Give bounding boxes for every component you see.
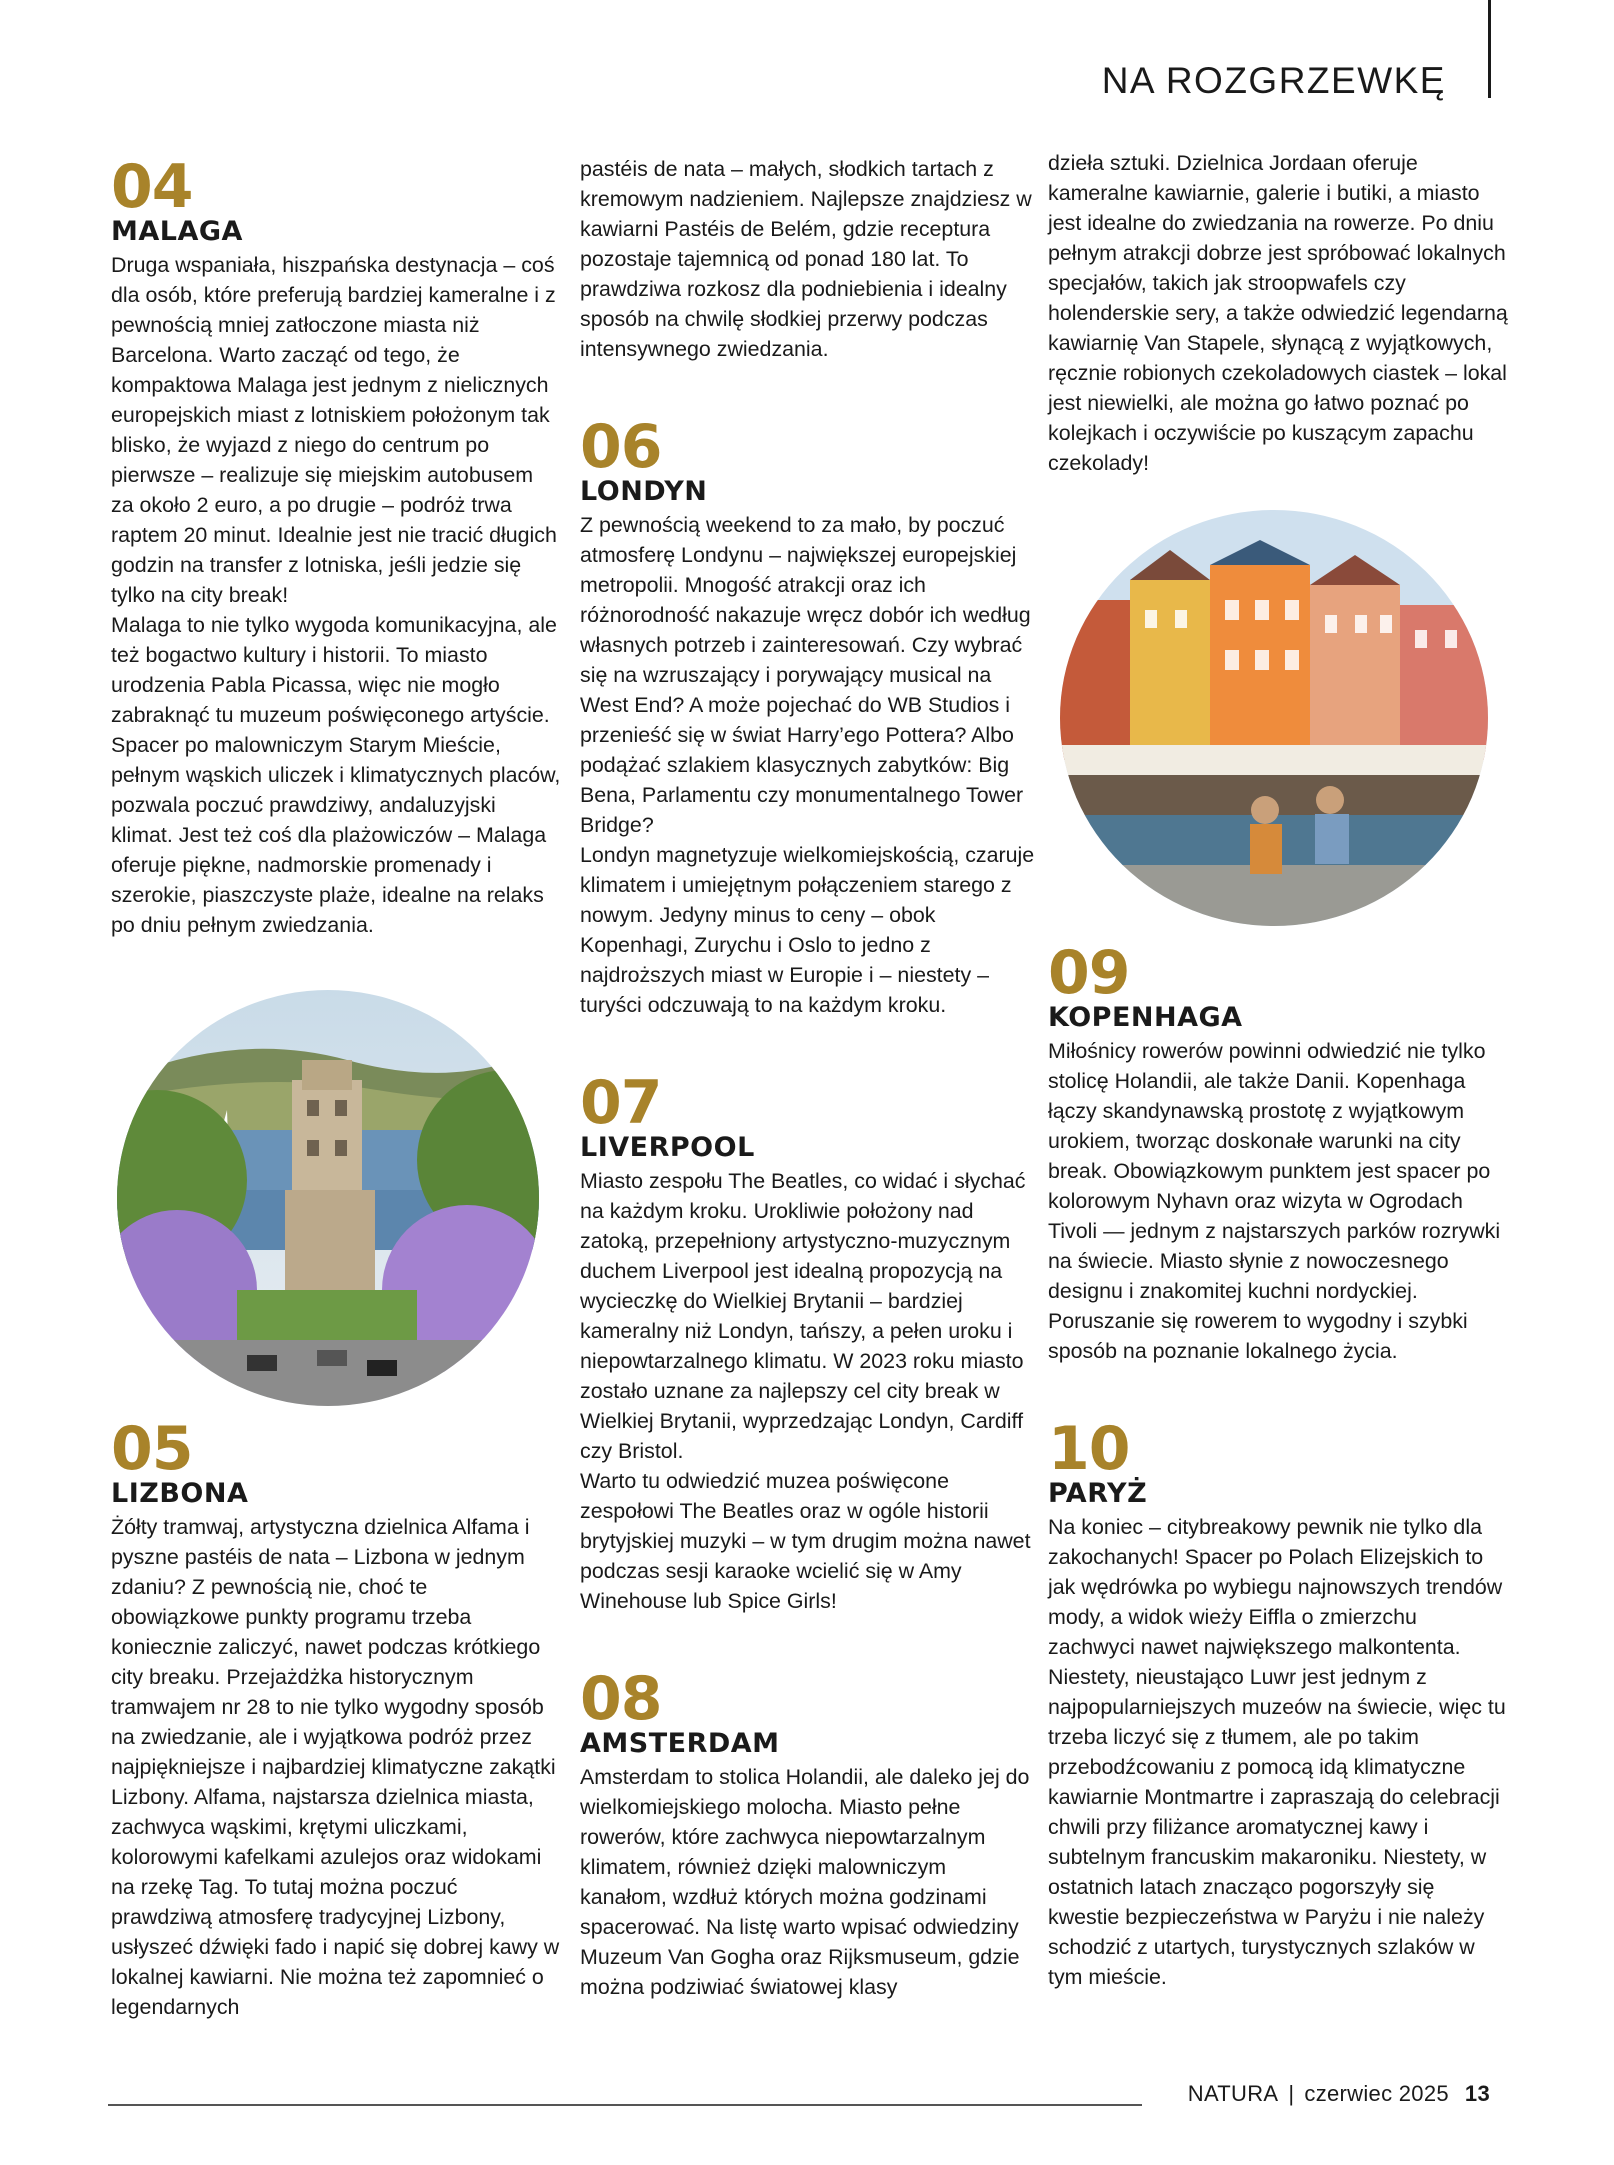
article-body: pastéis de nata – małych, słodkich tartach z kremowym nadzieniem. Najlepsze znajdziesz w kawiarni Pastéis de Belém, gdzie receptura pozostaje tajemnicą od ponad 180 lat. To prawdziwa rozkosz dla podniebienia i idealny sposób na chwilę słodkiej przerwy podczas intensywnego zwiedzania. — [580, 157, 1032, 361]
article-number: 06 — [580, 412, 662, 482]
article-title: LIVERPOOL — [580, 1132, 755, 1163]
column-3-lower — [1048, 938, 1508, 2030]
footer-rule — [108, 2104, 1142, 2106]
article-lizbona — [111, 1414, 561, 2022]
article-amsterdam-continued — [1048, 148, 1508, 478]
article-body: dzieła sztuki. Dzielnica Jordaan oferuje kameralne kawiarnie, galerie i butiki, a miasto jest idealne do zwiedzania na rowerze. Po dniu pełnym atrakcji dobrze jest spróbować lokalnych specjałów, takich jak stroopwafels czy holenderskie sery, a także odwiedzić legendarną kawiarnię Van Stapele, słynącą z wyjątkowych, ręcznie robionych czekoladowych ciastek – lokal jest niewielki, ale można go łatwo poznać po kolejkach i oczywiście po kuszącym zapachu czekolady! — [1048, 151, 1508, 475]
article-paryz — [1048, 1414, 1508, 1992]
article-text: Druga wspaniała, hiszpańska destynacja – coś dla osób, które preferują bardziej kameralne i z pewnością mniej zatłoczone miasta niż Barcelona. Warto zacząć od tego, że kompaktowa Malaga jest jednym z nielicznych europejskich miast z lotniskiem położonym tak blisko, że wyjazd z niego do centrum po pierwsze – realizuje się miejskim autobusem za około 2 euro, a po drugie – podróż trwa raptem 20 minut. Idealnie jest nie tracić długich godzin na transfer z lotniska, jeśli jedzie się tylko na city break! Malaga to nie tylko wygoda komunikacyjna, ale też bogactwo kultury i historii. To miasto urodzenia Pabla Picassa, więc nie mogło zabraknąć tu muzeum poświęconego artyście. Spacer po malowniczym Starym Mieście, pełnym wąskich uliczek i klimatycznych placów, pozwala poczuć prawdziwy, andaluzyjski klimat. Jest też coś dla plażowiczów – Malaga oferuje piękne, nadmorskie promenady i szerokie, piaszczyste plaże, idealne na relaks po dniu pełnym zwiedzania. — [111, 253, 561, 937]
lisbon-illustration — [117, 990, 539, 1406]
article-kopenhaga — [1048, 938, 1508, 1366]
page-number: 13 — [1464, 2081, 1490, 2106]
magazine-name: NATURA — [1187, 2081, 1279, 2106]
article-londyn — [580, 412, 1038, 1020]
article-number: 09 — [1048, 938, 1130, 1008]
column-1 — [111, 152, 561, 978]
article-lizbona-continued — [580, 154, 1038, 364]
article-title: KOPENHAGA — [1048, 1002, 1243, 1033]
article-body: Amsterdam to stolica Holandii, ale daleko jej do wielkomiejskiego molocha. Miasto pełne rowerów, które zachwyca niepowtarzalnym klimatem, również dzięki malowniczym kanałom, wzdłuż których można godzinami spacerować. Na listę warto wpisać odwiedziny Muzeum Van Gogha oraz Rijksmuseum, gdzie można podziwiać światowej klasy — [580, 1765, 1030, 1999]
copenhagen-illustration — [1060, 510, 1488, 926]
article-liverpool — [580, 1068, 1038, 1616]
article-body: Żółty tramwaj, artystyczna dzielnica Alfama i pyszne pastéis de nata – Lizbona w jednym zdaniu? Z pewnością nie, choć te obowiązkowe punkty programu trzeba koniecznie zaliczyć, nawet podczas krótkiego city breaku. Przejażdżka historycznym tramwajem nr 28 to nie tylko wygodny sposób na zwiedzanie, ale i wyjątkowa podróż przez najpiękniejsze i najbardziej klimatyczne zakątki Lizbony. Alfama, najstarsza dzielnica miasta, zachwyca wąskimi, krętymi uliczkami, kolorowymi kafelkami azulejos oraz widokami na rzekę Tag. To tutaj można poczuć prawdziwą atmosferę tradycyjnej Lizbony, usłyszeć dźwięki fado i napić się dobrej kawy w lokalnej kawiarni. Nie można też zapomnieć o legendarnych — [111, 1515, 560, 2019]
column-1-lower — [111, 1414, 561, 2060]
section-label: NA ROZGRZEWKĘ — [1101, 60, 1446, 101]
article-body: Z pewnością weekend to za mało, by poczuć atmosferę Londynu – największej europejskiej metropolii. Mnogość atrakcji oraz ich różnorodność nakazuje wręcz dobór ich według własnych potrzeb i zainteresowań. Czy wybrać się na wzruszający i porywający musical na West End? A może pojechać do WB Studios i przenieść się w świat Harry’ego Pottera? Albo podążać szlakiem klasycznych zabytków: Big Bena, Parlamentu czy monumentalnego Tower Bridge? Londyn magnetyzuje wielkomiejskością, czaruje klimatem i umiejętnym połączeniem starego z nowym. Jedyny minus to ceny – obok Kopenhagi, Zurychu i Oslo to jedno z najdroższych miast w Europie i – niestety – turyści odczuwają to na każdym kroku. — [580, 513, 1035, 1017]
article-body — [111, 250, 561, 940]
article-body: Miłośnicy rowerów powinni odwiedzić nie tylko stolicę Holandii, ale także Danii. Kopenhaga łączy skandynawską prostotę z wyjątkowym urokiem, tworząc doskonałe warunki na city break. Obowiązkowym punktem jest spacer po kolorowym Nyhavn oraz wizyta w Ogrodach Tivoli — jednym z najstarszych parków rozrywki na świecie. Miasto słynie z nowoczesnego designu i znakomitej kuchni nordyckiej. Poruszanie się rowerem to wygodny i szybki sposób na poznanie lokalnego życia. — [1048, 1039, 1501, 1363]
page-footer — [1188, 2081, 1490, 2107]
article-number: 10 — [1048, 1414, 1130, 1484]
photo-lisbon-belem-tower — [117, 990, 539, 1406]
article-title: MALAGA — [111, 216, 243, 247]
article-body: Miasto zespołu The Beatles, co widać i słychać na każdym kroku. Urokliwie położony nad zatoką, przepełniony artystyczno-muzycznym duchem Liverpool jest idealną propozycją na wycieczkę do Wielkiej Brytanii – bardziej kameralny niż Londyn, tańszy, a pełen uroku i niepowtarzalnego klimatu. W 2023 roku miasto zostało uznane za najlepszy cel city break w Wielkiej Brytanii, wyprzedzając Londyn, Cardiff czy Bristol. Warto tu odwiedzić muzea poświęcone zespołowi The Beatles oraz w ogóle historii brytyjskiej muzyki – w tym drugim można nawet podczas sesji karaoke wcielić się w Amy Winehouse lub Spice Girls! — [580, 1169, 1031, 1613]
article-malaga — [111, 152, 561, 940]
article-number: 07 — [580, 1068, 662, 1138]
article-title: PARYŻ — [1048, 1478, 1148, 1509]
footer-separator: | — [1288, 2081, 1295, 2106]
article-number: 08 — [580, 1664, 662, 1734]
photo-copenhagen-nyhavn — [1060, 510, 1488, 926]
column-3 — [1048, 148, 1508, 516]
issue-date: czerwiec 2025 — [1304, 2081, 1449, 2106]
header-rule — [1488, 0, 1491, 98]
article-body: Na koniec – citybreakowy pewnik nie tylko dla zakochanych! Spacer po Polach Elizejskich to jak wędrówka po wybiegu najnowszych trendów mody, a widok wieży Eiffla o zmierzchu zachwyci nawet największego malkontenta. Niestety, nieustająco Luwr jest jednym z najpopularniejszych muzeów na świecie, więc tu trzeba liczyć się z tłumem, ale po takim przebodźcowaniu z pomocą idą klimatyczne kawiarnie Montmartre i zapraszają do celebracji chwili przy filiżance aromatycznej kawy i subtelnym francuskim makaroniku. Niestety, w ostatnich latach znacząco pogorszyły się kwestie bezpieczeństwa w Paryżu i nie należy schodzić z utartych, turystycznych szlaków w tym mieście. — [1048, 1515, 1506, 1989]
article-number: 04 — [111, 152, 193, 222]
column-2 — [580, 154, 1038, 2040]
article-number: 05 — [111, 1414, 193, 1484]
article-amsterdam — [580, 1664, 1038, 2002]
article-title: LIZBONA — [111, 1478, 249, 1509]
article-title: AMSTERDAM — [580, 1728, 780, 1759]
article-title: LONDYN — [580, 476, 708, 507]
